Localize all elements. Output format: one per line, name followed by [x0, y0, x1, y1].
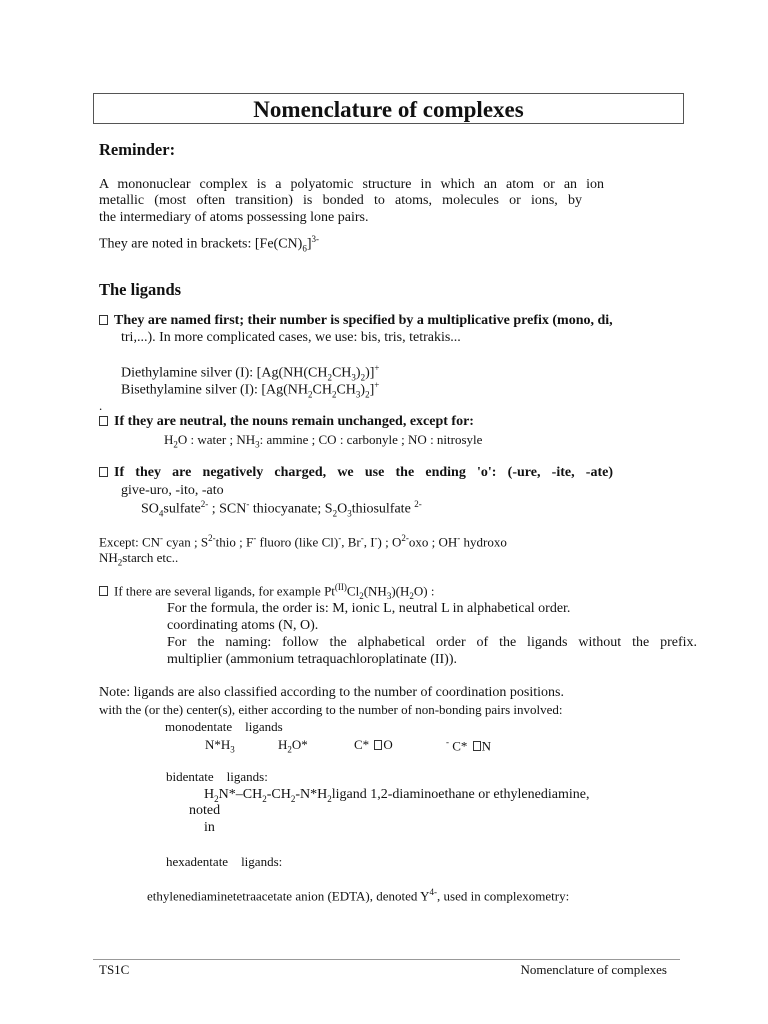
bidentate-noted: noted — [189, 803, 221, 818]
nh2-starch: $NH_2starch$ etc.. — [99, 550, 179, 568]
checkbox-bullet-icon — [99, 315, 108, 325]
naming-order: For the naming: follow the alphabetical order of the ligands without the prefix. — [167, 635, 697, 650]
coordinating-atoms: coordinating atoms (N, O). — [167, 618, 319, 633]
rule-3: If they are negatively charged, we use the ending 'o': (-ure, -ite, -ate) — [99, 465, 613, 481]
rule-1: They are named first; their number is specified by a multiplicative prefix (mono, di, — [99, 313, 613, 329]
mono-cn: - C* N — [446, 737, 492, 754]
mono-co: C* O — [354, 737, 393, 752]
triple-bond-icon — [374, 740, 382, 750]
reminder-line-1: A mononuclear complex is a polyatomic structure in which an atom or an ion — [99, 177, 604, 192]
mono-nh3: $N*H_3$ — [205, 737, 235, 755]
title-box — [93, 93, 684, 124]
hexadentate-label: hexadentate ligands: — [166, 854, 283, 869]
bidentate-in: in — [204, 820, 215, 835]
checkbox-bullet-icon — [99, 416, 108, 426]
footer-divider — [93, 959, 680, 960]
several-ligands: If there are several ligands, for example $Pt^{(II)}Cl_2(NH_3)(H_2O)$ : — [99, 582, 434, 601]
note-line-1: Note: ligands are also classified according to the number of coordination positions. — [99, 685, 564, 700]
rule-3-continued: give-uro, -ito, -ato — [121, 483, 224, 498]
page-title: Nomenclature of complexes — [253, 97, 524, 122]
reminder-heading: Reminder: — [99, 140, 176, 159]
separator-dot: . — [99, 398, 103, 413]
bidentate-formula: $H_2N*-CH_2-CH_2-N*H_2ligand$ 1,2-diaminoethane or ethylenediamine, — [204, 787, 590, 804]
footer-left: TS1C — [99, 962, 130, 977]
ligands-heading: The ligands — [99, 280, 182, 299]
except-line: Except: CN- cyan ; $S^{2-}thio$ ; F- fluoro (like Cl)-, Br-, I-) ; $O^{2-}oxo$ ; OH- hydroxo — [99, 533, 507, 550]
mono-h2o: $H_2O*$ — [278, 737, 308, 755]
rule-1-continued: tri,...). In more complicated cases, we use: bis, tris, tetrakis... — [121, 330, 461, 345]
reminder-noted: They are noted in brackets: $[Fe(CN)_6]^{3-}$ — [99, 234, 319, 254]
bidentate-label: bidentate ligands: — [166, 769, 268, 784]
reminder-line-3: the intermediary of atoms possessing lone pairs. — [99, 210, 369, 225]
checkbox-bullet-icon — [99, 467, 108, 477]
note-line-2: with the (or the) center(s), either according to the number of non-bonding pairs involved: — [99, 702, 563, 717]
multiplier: multiplier (ammonium tetraquachloroplatinate (II)). — [167, 652, 458, 667]
rule-3-examples: $SO_4sulfate^{2-}$ ; SCN- thiocyanate; $S_2O_3thiosulfate$ $^{2-}$ — [141, 499, 422, 519]
rule-2-examples: $H_2O$ : water ; $NH_3$: ammine ; CO : carbonyle ; NO : nitrosyle — [164, 432, 483, 450]
example-bisethylamine: Bisethylamine silver (I): $[Ag(NH_2CH_2CH_3)_2]^+$ — [121, 380, 380, 400]
rule-2: If they are neutral, the nouns remain unchanged, except for: — [99, 414, 474, 430]
formula-order: For the formula, the order is: M, ionic L, neutral L in alphabetical order. — [167, 601, 571, 616]
checkbox-bullet-icon — [99, 586, 108, 596]
footer-right: Nomenclature of complexes — [520, 962, 667, 977]
monodentate-label: monodentate ligands — [165, 719, 283, 734]
example-diethylamine: Diethylamine silver (I): $[Ag(NH(CH_2CH_3)_2)]^+$ — [121, 363, 380, 383]
reminder-line-2: metallic (most often transition) is bonded to atoms, molecules or ions, by — [99, 193, 582, 208]
triple-bond-icon — [473, 741, 481, 751]
edta-line: ethylenediaminetetraacetate anion (EDTA), denoted $Y^{4-}$, used in complexometry: — [147, 887, 570, 904]
